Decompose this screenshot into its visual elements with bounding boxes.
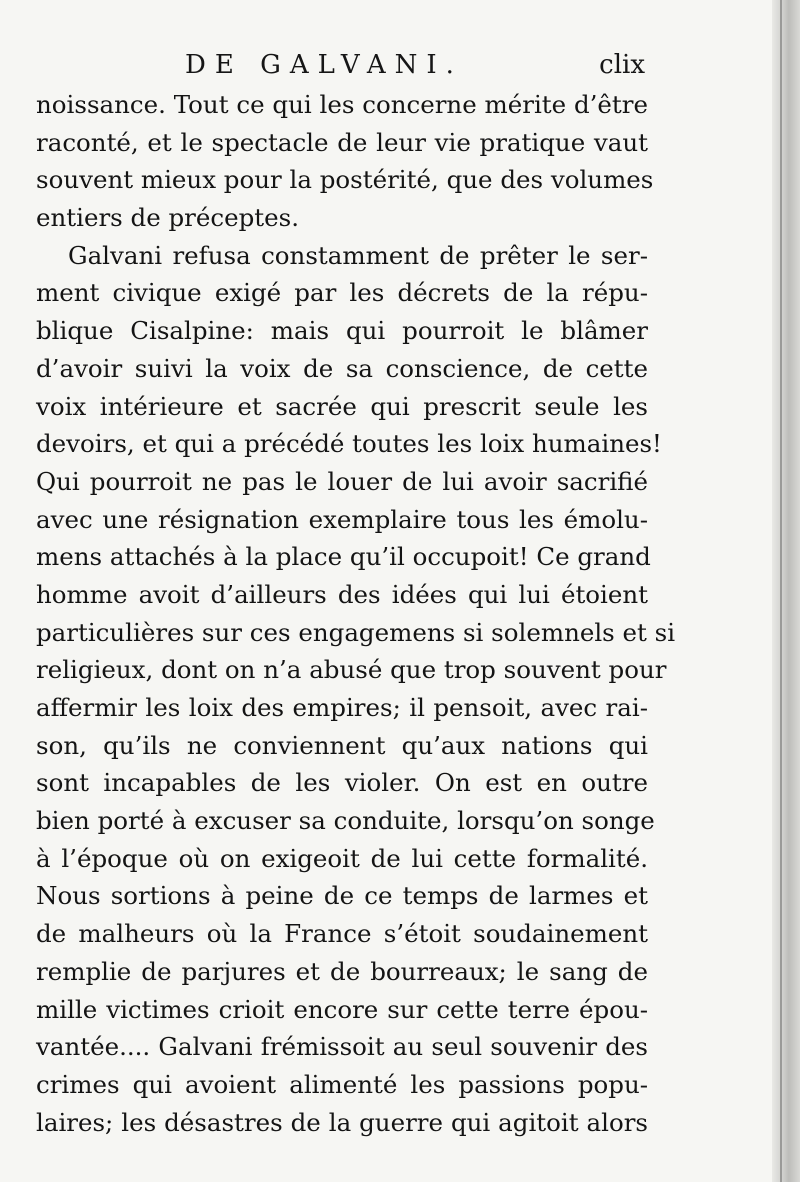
text-line: Galvani refusa constamment de prêter le ser- — [68, 240, 648, 270]
text-line: à l’époque où on exigeoit de lui cette formalité. — [36, 843, 648, 873]
text-line: voix intérieure et sacrée qui prescrit seule les — [36, 391, 648, 421]
page-binding-edge — [772, 0, 800, 1182]
text-line: d’avoir suivi la voix de sa conscience, de cette — [36, 353, 648, 383]
text-line: Qui pourroit ne pas le louer de lui avoir sacrifié — [36, 466, 648, 496]
text-line: crimes qui avoient alimenté les passions popu- — [36, 1069, 648, 1099]
text-line: laires; les désastres de la guerre qui agitoit alors — [36, 1107, 648, 1137]
text-line: ment civique exigé par les décrets de la répu- — [36, 278, 648, 308]
page-binding-line — [780, 0, 782, 1182]
text-line: souvent mieux pour la postérité, que des volumes — [36, 165, 654, 195]
body-text — [36, 86, 676, 1141]
text-line: affermir les loix des empires; il pensoit, avec rai- — [36, 693, 648, 722]
text-line: mille victimes crioit encore sur cette terre épou- — [36, 994, 648, 1024]
text-line: mens attachés à la place qu’il occupoit! Ce grand — [36, 542, 651, 572]
text-line: sont incapables de les violer. On est en outre — [36, 768, 648, 798]
text-line: vantée.... Galvani frémissoit au seul souvenir des — [36, 1032, 648, 1062]
text-line: Nous sortions à peine de ce temps de larmes et — [36, 881, 648, 911]
text-line: bien porté à excuser sa conduite, lorsqu’on songe — [36, 806, 655, 836]
running-title: DE GALVANI. — [185, 50, 463, 80]
text-line: noissance. Tout ce qui les concerne mérite d’être — [36, 90, 648, 119]
page-number: clix — [599, 50, 645, 80]
text-line: devoirs, et qui a précédé toutes les loix humaines! — [36, 429, 662, 459]
text-line: raconté, et le spectacle de leur vie pratique vaut — [36, 127, 648, 157]
text-line: blique Cisalpine: mais qui pourroit le blâmer — [36, 316, 648, 346]
text-line: avec une résignation exemplaire tous les émolu- — [36, 504, 648, 534]
text-line: entiers de préceptes. — [36, 203, 300, 233]
text-line: remplie de parjures et de bourreaux; le sang de — [36, 956, 648, 986]
text-line: homme avoit d’ailleurs des idées qui lui étoient — [36, 579, 648, 609]
text-line: de malheurs où la France s’étoit soudainement — [36, 919, 648, 949]
text-line: son, qu’ils ne conviennent qu’aux nations qui — [36, 730, 648, 760]
running-header — [185, 50, 645, 86]
text-line: particulières sur ces engagemens si solemnels et si — [36, 617, 676, 647]
text-line: religieux, dont on n’a abusé que trop souvent pour — [36, 655, 667, 685]
